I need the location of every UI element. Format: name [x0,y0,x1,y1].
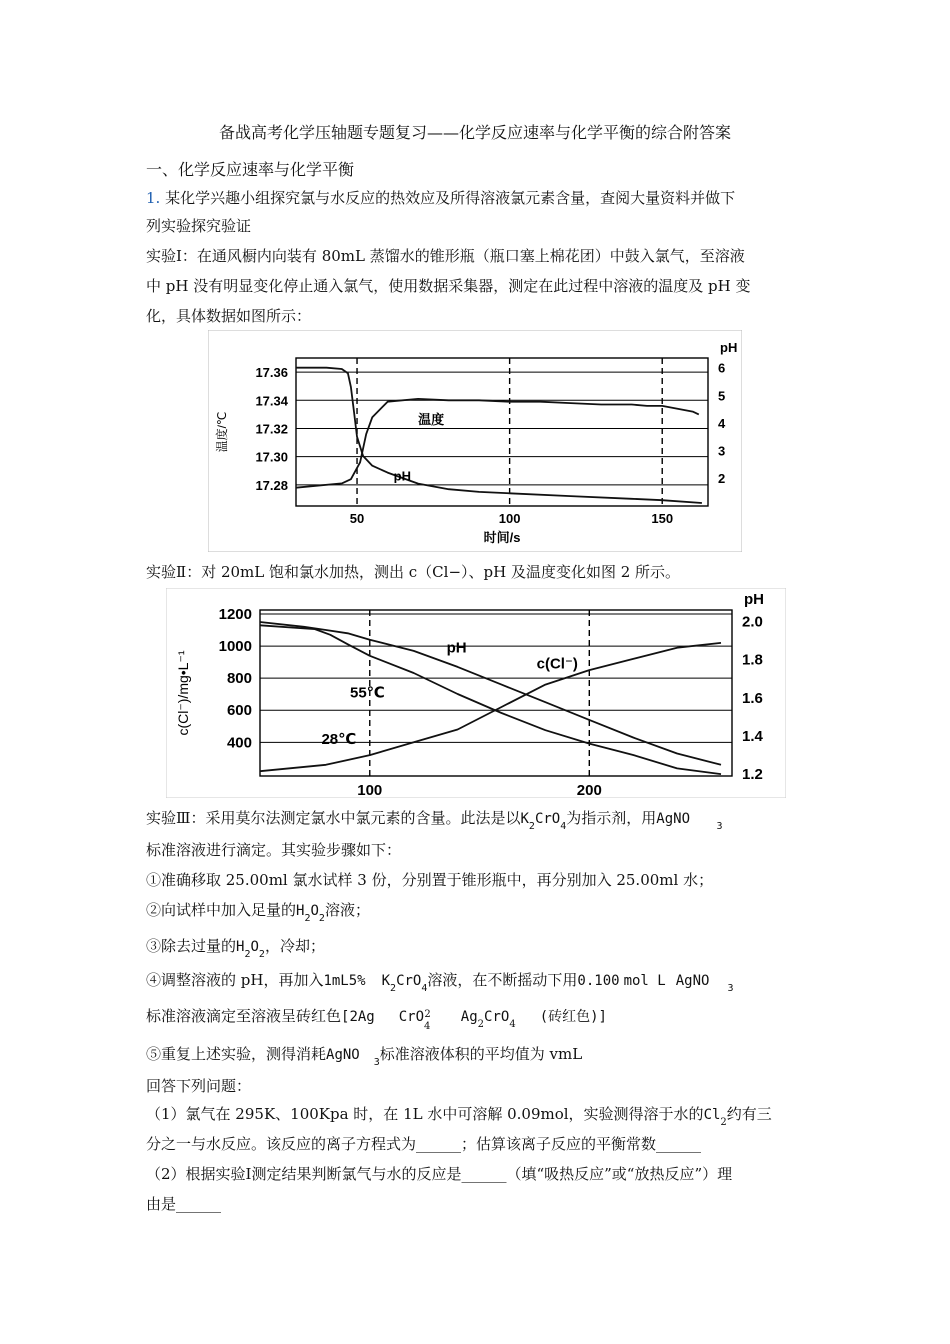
document-title: 备战高考化学压轴题专题复习——化学反应速率与化学平衡的综合附答案 [218,123,731,142]
y-tick-label: 800 [226,670,252,688]
amount: 1mL5% [323,973,366,989]
exp3-line1 [146,808,722,831]
y2-axis-label: pH [744,591,764,608]
x-tick-label: 200 [576,782,602,798]
y2-tick-label: 6 [718,360,726,376]
x-tick-label: 150 [651,511,674,526]
part-1-line1: （1）氯气在 295K、100Kpa 时，在 1L 水中可溶解 0.09mol，实验测得溶于水的$Cl_2$约有三 [146,1105,772,1128]
q1-text: 某化学兴趣小组探究氯与水反应的热效应及所得溶液氯元素含量，查阅大量资料并做下 [165,189,736,207]
y2-tick-label: 1.2 [742,766,763,784]
y-tick-label: 1200 [218,606,252,624]
annotation-label: pH [446,639,467,657]
step-2: ②向试样中加入足量的$H_2O_2$溶液； [146,901,370,924]
part-2-line2: 由是______ [146,1195,222,1213]
y-tick-label: 400 [226,734,252,752]
y-axis-label: 温度/℃ [215,411,229,453]
step-4-cont: 标准溶液滴定至溶液呈砖红色[2Ag CrO$_4^2$ $Ag_2CrO_4$ (砖红色)] [146,1007,607,1032]
annotation-label: pH [393,468,412,484]
y2-tick-label: 5 [718,388,726,404]
annotation-label: 55℃ [350,684,385,702]
q1-line2: 列实验探究验证 [146,217,252,235]
y2-tick-label: 3 [718,443,726,459]
y-axis-label: c(Cl⁻)/mg•L⁻¹ [175,650,191,736]
y2-tick-label: 4 [718,415,726,431]
y-tick-label: 17.36 [255,365,288,381]
h2o2-formula: $H_2O_2$ [236,939,265,960]
agno3-formula: AgNO $_3$ [326,1047,380,1068]
figure-1-temperature-ph-chart [208,330,742,552]
y2-tick-label: 1.4 [742,727,763,745]
agno3-formula: AgNO $_3$ [656,811,723,832]
exp1-line3: 化，具体数据如图所示： [146,307,312,325]
question-number: 1. [146,189,161,207]
y-tick-label: 17.28 [255,477,288,493]
x-axis-label: 时间/s [483,530,521,545]
part-2-line1: （2）根据实验Ⅰ测定结果判断氯气与水的反应是______（填“吸热反应”或“放热反应”）理 [146,1165,733,1183]
answer-prompt: 回答下列问题： [146,1077,252,1095]
section-heading: 一、化学反应速率与化学平衡 [146,160,355,179]
unit: mol L [623,973,666,989]
exp2-line: 实验Ⅱ：对 20mL 饱和氯水加热，测出 c（Cl−）、pH 及温度变化如图 2 所示。 [146,563,681,581]
k2cro4-formula: $K_2CrO_4$ [520,811,567,832]
exp3-text: 实验Ⅲ：采用莫尔法测定氯水中氯元素的含量。此法是以 [146,809,521,827]
annotation-label: c(Cl⁻) [536,655,578,673]
y2-tick-label: 2 [718,471,726,487]
y2-axis-label: pH [720,340,738,355]
x-tick-label: 100 [357,782,383,798]
y-tick-label: 17.32 [255,421,288,437]
exp3-line2: 标准溶液进行滴定。其实验步骤如下： [146,841,402,859]
y2-tick-label: 1.8 [742,651,763,669]
x-tick-label: 100 [498,511,521,526]
y2-tick-label: 2.0 [742,613,763,631]
k2cro4-formula: $K_2CrO_4$ [381,973,428,994]
step-4: ④调整溶液的 pH，再加入1mL5% $K_2CrO_4$溶液，在不断摇动下用0.100 mol L AgNO $_3$ [146,971,734,994]
part-1-line2: 分之一与水反应。该反应的离子方程式为______；估算该离子反应的平衡常数______ [146,1135,702,1153]
x-tick-label: 50 [349,511,365,526]
step-5: ⑤重复上述实验，测得消耗AgNO $_3$标准溶液体积的平均值为 vmL [146,1045,583,1068]
y-tick-label: 17.34 [255,393,288,409]
h2o2-formula: $H_2O_2$ [296,903,325,924]
figure-2-chloride-ph-chart [166,588,786,798]
y-tick-label: 1000 [218,638,252,656]
y2-tick-label: 1.6 [742,689,763,707]
annotation-label: 28℃ [321,730,357,748]
y-tick-label: 17.30 [255,449,288,465]
step-1: ①准确移取 25.00ml 氯水试样 3 份，分别置于锥形瓶中，再分别加入 25.00ml 水； [146,871,714,889]
agno3-formula: AgNO $_3$ [675,973,734,994]
q1-line1 [146,188,735,208]
concentration: 0.100 [577,973,620,989]
y-tick-label: 600 [226,702,252,720]
exp1-line1: 实验Ⅰ：在通风橱内向装有 80mL 蒸馏水的锥形瓶（瓶口塞上棉花团）中鼓入氯气，至溶液 [146,247,745,265]
exp1-line2: 中 pH 没有明显变化停止通入氯气，使用数据采集器，测定在此过程中溶液的温度及 pH 变 [146,277,751,295]
exp3-text-b: 为指示剂，用 [566,809,657,827]
step-3: ③除去过量的$H_2O_2$，冷却； [146,937,325,960]
annotation-label: 温度 [418,412,445,428]
